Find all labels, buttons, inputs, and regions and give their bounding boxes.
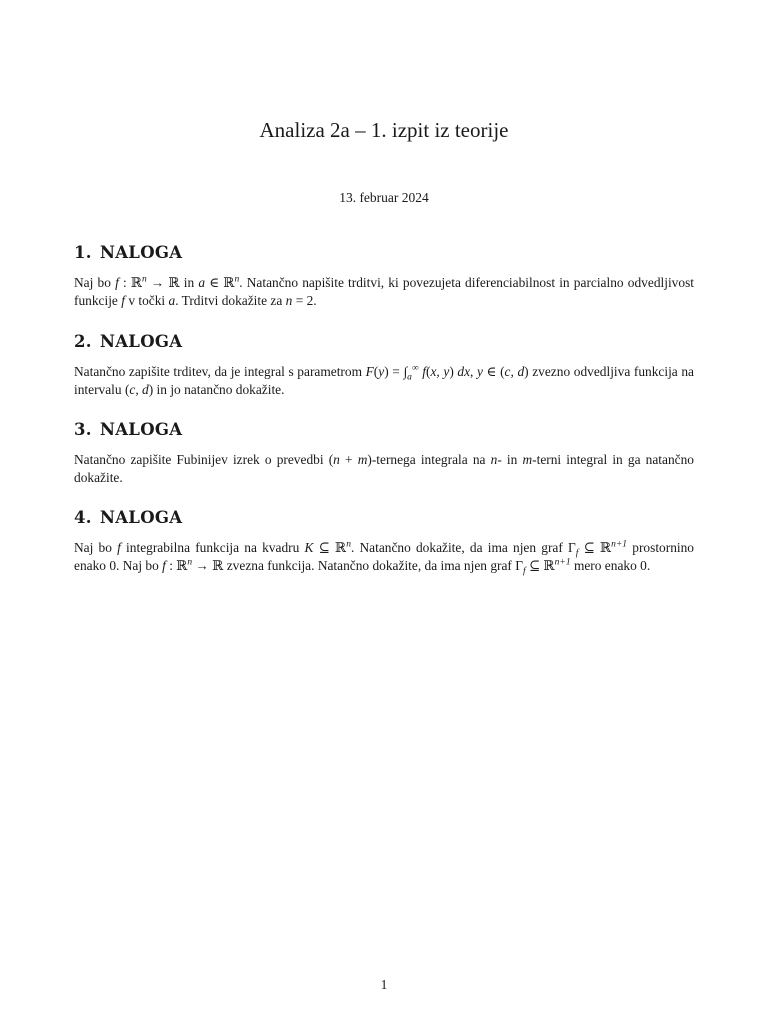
text-run: ⊆ ℝ [525,557,555,573]
math-superscript: n [187,557,193,568]
text-run: . Natančno dokažite, da ima njen graf Γ [350,540,576,555]
math-symbol: f [162,557,166,573]
text-run: )-ternega integrala na [367,452,491,467]
text-run: : ℝ [165,557,188,573]
text-run: Naj bo [74,275,116,290]
section-2 [74,331,694,398]
text-run: = 2. [292,292,317,308]
document-date: 13. februar 2024 [339,190,429,205]
section-3 [74,419,694,486]
text-run: . Trditvi dokažite za [175,292,286,308]
text-run: ⊆ ℝ [313,540,347,555]
text-run: prostornino enako 0. Naj bo [74,540,695,573]
math-superscript: n [346,539,351,550]
math-superscript: n+1 [554,557,571,568]
math-superscript: n [234,274,240,285]
document-title: Analiza 2a – 1. izpit iz teorije [259,118,509,142]
math-symbol: a [168,292,176,308]
math-symbol: f [418,364,426,379]
text-run: ∈ ( [482,364,505,379]
section-heading [74,419,694,441]
text-run: Natančno zapišite trditev, da je integral s parametrom [74,364,366,379]
math-symbol: K [304,540,314,555]
text-run: → ℝ in [146,275,199,290]
math-symbol: n [285,292,293,308]
section-heading [74,242,694,264]
math-symbol: f [121,292,125,308]
section-1 [74,242,694,309]
text-run: , [470,364,477,379]
math-symbol: n [333,452,340,467]
page-number: 1 [380,977,388,992]
math-symbol: a [198,275,206,290]
math-symbol: f [117,540,121,555]
math-symbol: y [477,364,483,379]
text-run: v točki [124,292,169,308]
math-symbol: n [490,452,498,467]
section-number: 1. [74,243,92,262]
text-run: ) [449,364,458,379]
text-run: . Natančno napišite trditvi, ki povezujeta diferenciabilnost in parcialno odvedljivost funkcije [74,275,694,308]
math-subscript: a [407,372,412,383]
section-4 [74,507,695,577]
section-title: NALOGA [99,243,183,262]
math-symbol: m [522,452,533,467]
text-run: ( [373,364,379,379]
text-run: integrabilna funkcija na kvadru [120,540,305,555]
math-symbol: x, y [430,364,450,379]
math-symbol: f [115,275,119,290]
text-run: ∈ ℝ [205,275,235,290]
text-run: ( [426,364,431,379]
math-superscript: n [142,274,147,285]
section-text [74,363,694,398]
section-number: 4. [74,508,92,527]
text-run: ⊆ ℝ [578,540,612,555]
text-run: + [339,452,358,467]
section-text [74,539,695,577]
text-run: → ℝ zvezna funkcija. Natančno dokažite, da ima njen graf Γ [192,557,523,573]
section-number: 3. [74,420,92,439]
math-symbol: y [378,364,385,379]
section-text [74,274,694,309]
text-run: ) = ∫ [384,364,408,379]
text-run: mero enako 0. [570,557,651,573]
math-subscript: f [522,566,526,577]
section-text [74,451,694,486]
text-run: ) zvezno odvedljiva funkcija na intervalu ( [74,364,694,397]
math-symbol: m [357,452,368,467]
text-run: Naj bo [74,540,118,555]
text-run: Natančno zapišite Fubinijev izrek o prevedbi ( [74,452,334,467]
section-title: NALOGA [99,508,183,527]
text-run: ) in jo natančno dokažite. [148,381,285,397]
math-symbol: c, d [129,381,149,397]
text-run: -terni integral in ga natančno dokažite. [74,452,695,485]
section-heading [74,331,694,353]
math-superscript: n+1 [611,539,628,550]
section-heading [74,507,694,529]
math-symbol: dx [457,364,471,379]
section-title: NALOGA [99,332,183,351]
math-symbol: F [365,364,374,379]
math-symbol: c, d [504,364,525,379]
section-number: 2. [74,332,92,351]
math-subscript: f [575,548,579,559]
text-run: - in [497,452,523,467]
math-superscript: ∞ [411,363,419,374]
text-run: : ℝ [118,275,143,290]
section-title: NALOGA [99,420,183,439]
